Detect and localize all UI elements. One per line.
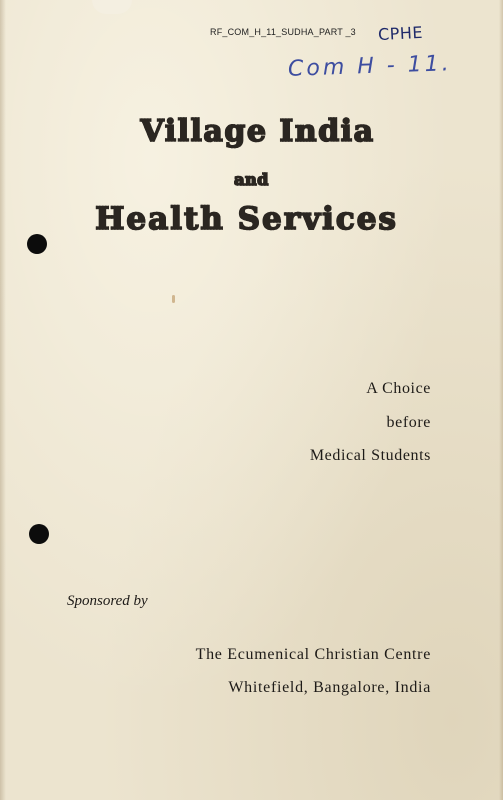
punch-hole-top [27,234,47,254]
sponsor-location: Whitefield, Bangalore, India [228,679,431,696]
subtitle-line-1: A Choice [366,380,431,397]
handwritten-catalog-number: Com H - 11. [287,51,453,82]
paper-speck [172,295,175,303]
subtitle-line-3: Medical Students [309,447,431,464]
title-connector: and [0,170,503,189]
subtitle-line-2: before [386,414,431,431]
punch-hole-bottom [29,524,49,544]
title-line-1: Village India [0,114,503,149]
title-line-2: Health Services [0,201,503,237]
paper-tear-mark [92,0,132,14]
reference-code: RF_COM_H_11_SUDHA_PART _3 [210,27,356,37]
handwritten-cphe-note: CPHE [377,22,424,45]
sponsor-organization: The Ecumenical Christian Centre [195,646,431,663]
sponsored-by-label: Sponsored by [67,593,148,609]
